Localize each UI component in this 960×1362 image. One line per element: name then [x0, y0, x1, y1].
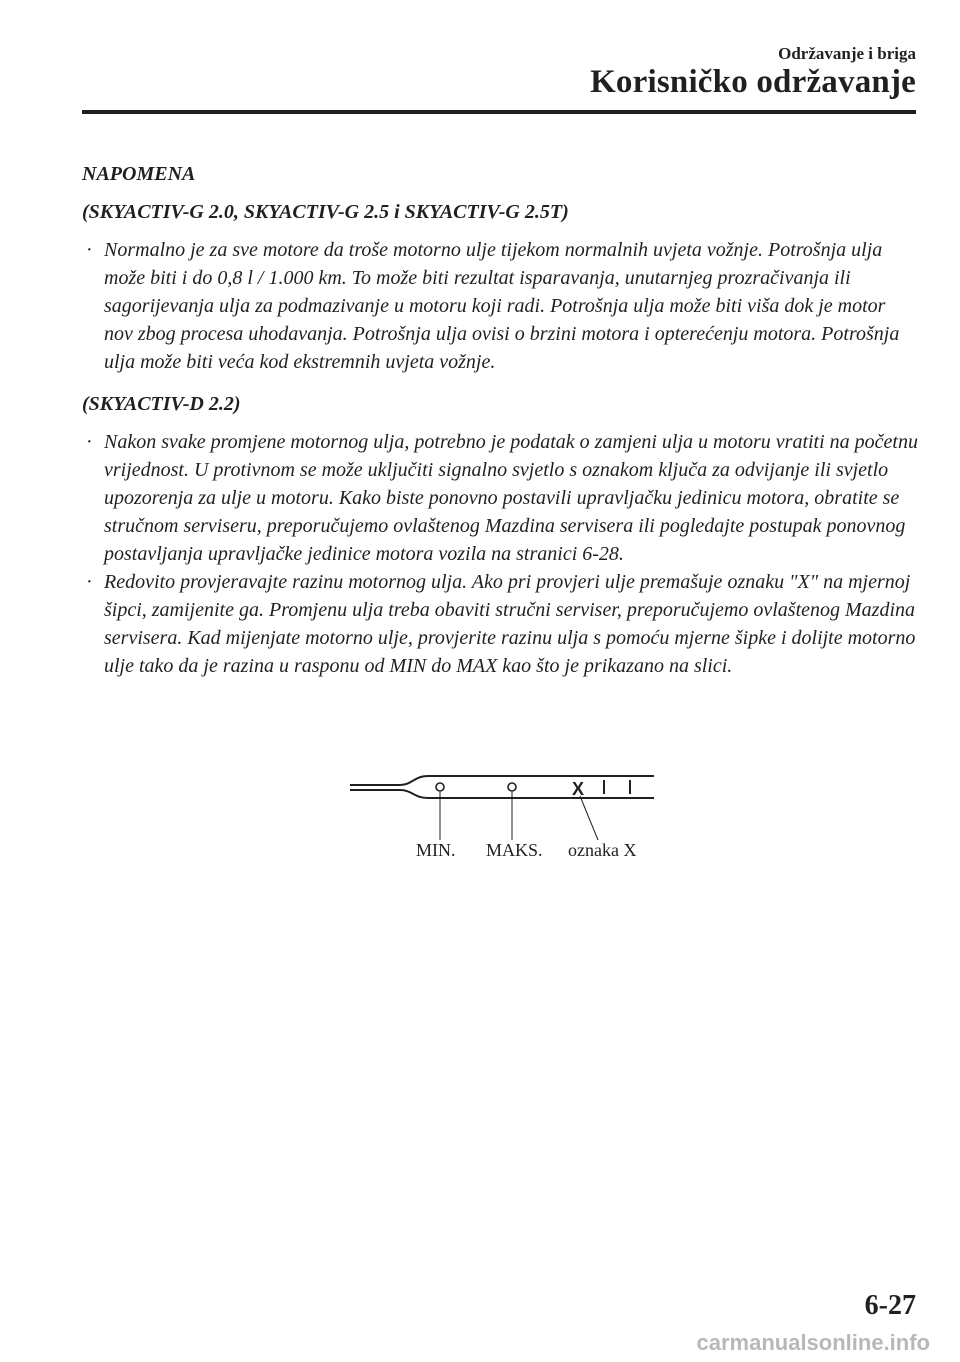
footer-logo: carmanualsonline.info [696, 1330, 930, 1355]
section-heading-diesel: (SKYACTIV-D 2.2) [82, 393, 241, 415]
page-number: 6-27 [864, 1290, 916, 1321]
list-item [82, 428, 918, 568]
section-heading-gasoline: (SKYACTIV-G 2.0, SKYACTIV-G 2.5 i SKYACTIV-G 2.5T) [82, 201, 569, 223]
bullet-list-gasoline [82, 236, 918, 376]
bullet-icon: · [86, 571, 93, 593]
x-mark-icon: X [571, 779, 585, 799]
page-title: Korisničko održavanje [590, 64, 916, 100]
list-item-text: Redovito provjeravajte razinu motornog ulja. Ako pri provjeri ulje premašuje oznaku "X" na mjernoj šipci, zamijenite ga. Promjenu ulja treba obaviti stručni serviser, preporučujemo ovlaštenog Mazdina servisera. Kad mijenjate motorno ulje, provjerite razinu ulja s pomoću mjerne šipke i dolijte motorno ulje tako da je razina u rasponu od MIN do MAX kao što je prikazano na slici. [104, 571, 916, 677]
section-header: Održavanje i briga [778, 44, 916, 63]
bullet-icon: · [86, 239, 93, 261]
max-hole-icon [508, 783, 516, 791]
bullet-icon: · [86, 431, 93, 453]
label-max: MAKS. [486, 840, 543, 860]
list-item-text: Nakon svake promjene motornog ulja, potrebno je podatak o zamjeni ulja u motoru vratiti na početnu vrijednost. U protivnom se može uključiti signalno svjetlo s oznakom ključa za odvijanje ili svjetlo upozorenja za ulje u motoru. Kako biste ponovno postavili upravljačku jedinicu motora, obratite se stručnom serviseru, preporučujemo ovlaštenog Mazdina servisera ili pogledajte postupak ponovnog postavljanja upravljačke jedinice motora vozila na stranici 6-28. [104, 431, 918, 565]
dipstick-shape [350, 776, 654, 798]
label-x-mark: oznaka X [568, 840, 637, 860]
bullet-list-diesel [82, 428, 918, 680]
header-rule [82, 110, 916, 114]
list-item-text: Normalno je za sve motore da troše motorno ulje tijekom normalnih uvjeta vožnje. Potrošnja ulja može biti i do 0,8 l / 1.000 km. To može biti rezultat isparavanja, unutarnjeg prozračivanja ili sagorijevanja ulja za podmazivanje u motoru koji radi. Potrošnja ulja može biti viša dok je motor nov zbog procesa uhodavanja. Potrošnja ulja ovisi o brzini motora i opterećenju motora. Potrošnja ulja može biti veća kod ekstremnih uvjeta vožnje. [104, 239, 900, 373]
note-content [82, 160, 918, 680]
note-label: NAPOMENA [82, 163, 196, 185]
list-item [82, 236, 918, 376]
label-min: MIN. [416, 840, 456, 860]
dipstick-figure [340, 768, 660, 868]
list-item [82, 568, 918, 680]
leader-lines [440, 792, 598, 840]
min-hole-icon [436, 783, 444, 791]
